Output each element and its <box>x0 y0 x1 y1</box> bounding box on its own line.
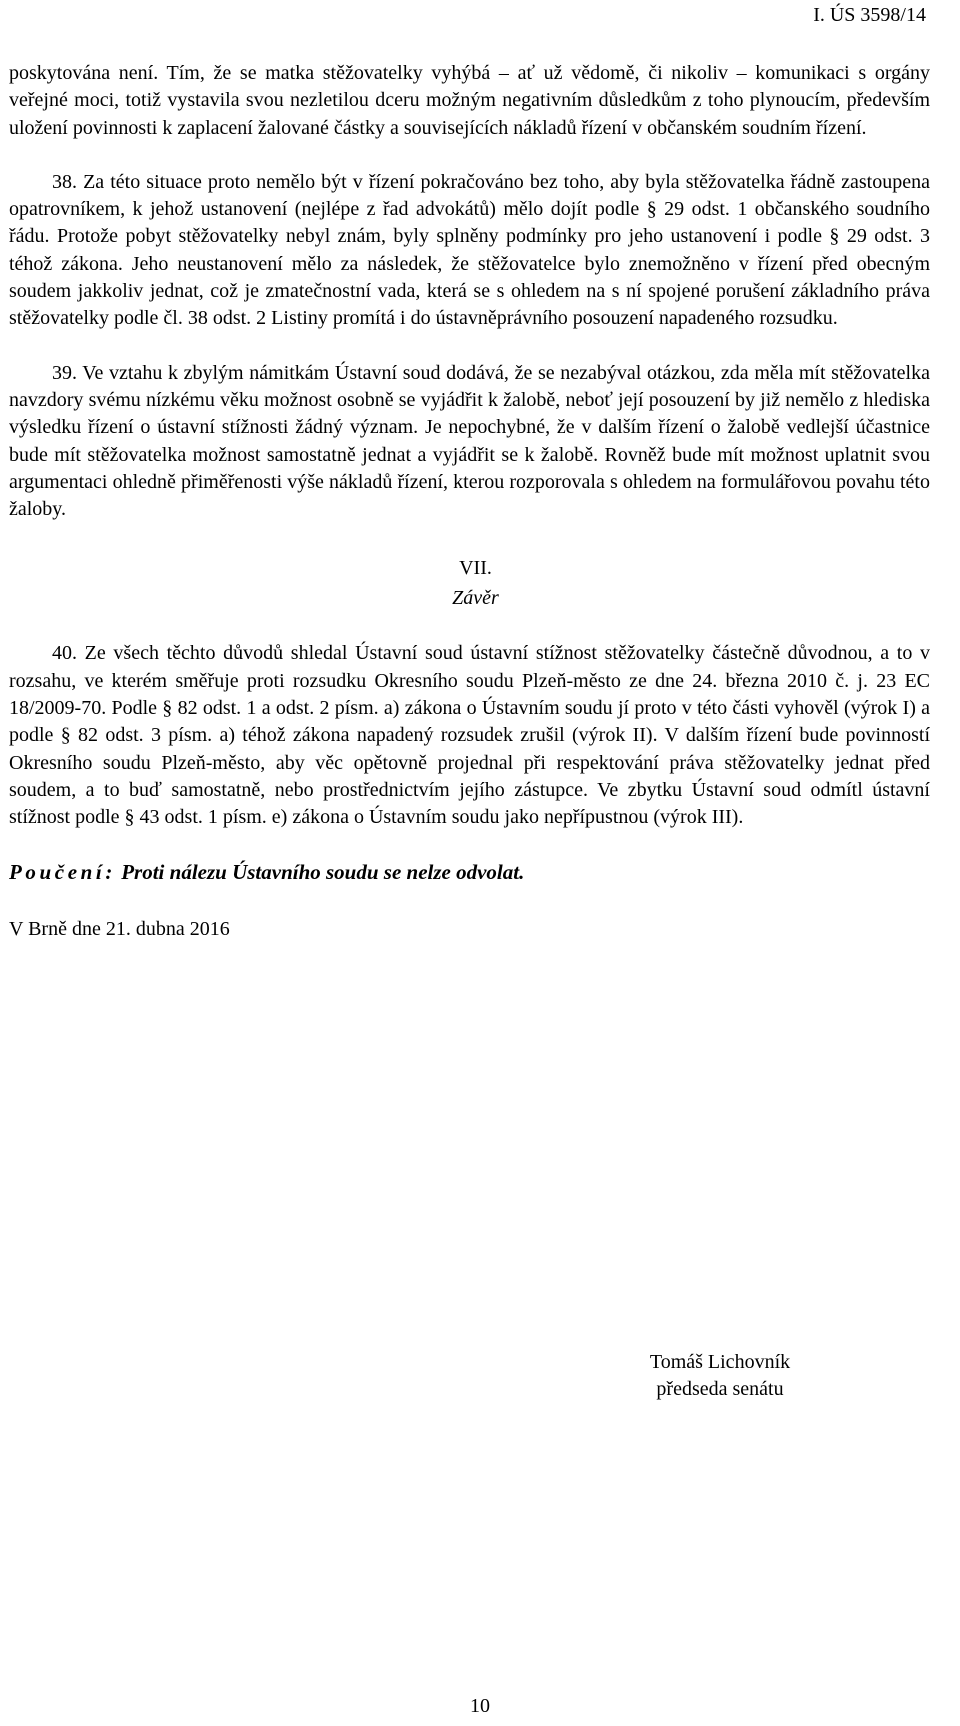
signature-block <box>500 1349 940 1403</box>
chapter-title: Závěr <box>452 587 499 610</box>
paragraph-38: 38. Za této situace proto nemělo být v řízení pokračováno bez toho, aby byla stěžovatelka řádně zastoupena opatrovníkem, k jehož ustanovení (nejlépe z řad advokátů) mělo dojít podle § 29 odst. 1 občanského soudního řádu. Protože pobyt stěžovatelky nebyl znám, byly splněny podmínky pro jeho ustanovení i podle § 29 odst. 3 téhož zákona. Jeho neustanovení mělo za následek, že stěžovatelce bylo znemožněno v řízení před obecným soudem jakkoliv jednat, což je zmatečnostní vada, která se s ohledem na s ní spojené porušení základního práva stěžovatelky podle čl. 38 odst. 2 Listiny promítá i do ústavněprávního posouzení napadeného rozsudku. <box>9 170 930 330</box>
signatory-role: předseda senátu <box>656 1378 784 1400</box>
page-number: 10 <box>470 1695 490 1717</box>
document-body <box>9 60 930 943</box>
paragraph-continuation: poskytována není. Tím, že se matka stěžovatelky vyhýbá – ať už vědomě, či nikoliv – komunikaci s orgány veřejné moci, totiž vystavila svou nezletilou dceru možným negativním důsledkům z toho plynoucím, především uložení povinnosti k zaplacení žalované částky a souvisejících nákladů řízení v občanském soudním řízení. <box>9 62 930 139</box>
date-line: V Brně dne 21. dubna 2016 <box>9 917 230 940</box>
chapter-heading <box>9 553 930 613</box>
legal-notice <box>9 859 930 886</box>
paragraph-39: 39. Ve vztahu k zbylým námitkám Ústavní soud dodává, že se nezabýval otázkou, zda měla mít stěžovatelka navzdory svému nízkému věku možnost osobně se vyjádřit k žalobě, neboť její posouzení by již nemělo z hlediska výsledku řízení o ústavní stížnosti žádný význam. Je nepochybné, že v dalším řízení o žalobě vedlejší účastnice bude mít stěžovatelka možnost samostatně jednat a vyjádřit se k žalobě. Rovněž bude mít možnost uplatnit svou argumentaci ohledně přiměřenosti výše nákladů řízení, kterou rozporovala s ohledem na formulářovou povahu této žaloby. <box>9 361 930 521</box>
notice-text: Proti nálezu Ústavního soudu se nelze odvolat. <box>121 859 525 884</box>
chapter-number: VII. <box>459 557 492 580</box>
signatory-name: Tomáš Lichovník <box>649 1351 791 1373</box>
notice-label: Poučení: <box>9 859 116 884</box>
paragraph-40: 40. Ze všech těchto důvodů shledal Ústavní soud ústavní stížnost stěžovatelky částečně důvodnou, a to v rozsahu, ve kterém směřuje proti rozsudku Okresního soudu Plzeň-město ze dne 24. března 2010 č. j. 23 EC 18/2009-70. Podle § 82 odst. 1 a odst. 2 písm. a) zákona o Ústavním soudu jí proto v této části vyhověl (výrok I) a podle § 82 odst. 3 písm. a) téhož zákona napadený rozsudek zrušil (výrok II). V dalším řízení bude povinností Okresního soudu Plzeň-město, aby věc opětovně projednal při respektování práva stěžovatelky jednat před soudem, a to buď samostatně, nebo prostřednictvím jejího zástupce. Ve zbytku Ústavní soud odmítl ústavní stížnost podle § 43 odst. 1 písm. e) zákona o Ústavním soudu jako nepřípustnou (výrok III). <box>9 642 930 829</box>
case-reference: I. ÚS 3598/14 <box>813 4 926 26</box>
